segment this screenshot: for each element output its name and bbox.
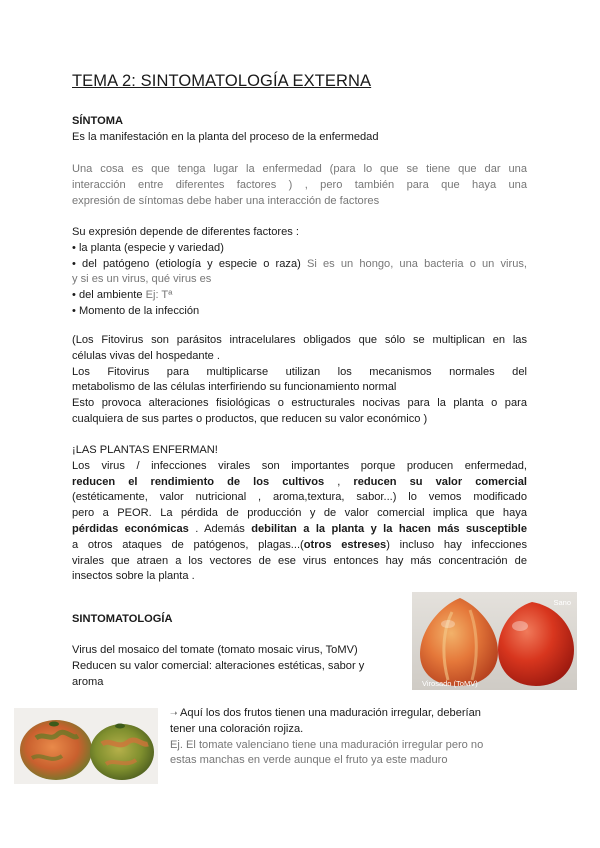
fitovirus-line: células vivas del hospedante . [72,349,221,362]
irregular-tomatoes-drawing [14,708,158,784]
factor-planta: • la planta (especie y variedad) [72,241,224,254]
fitovirus-paragraph [72,333,527,428]
infected-label: Virosado (ToMV) [422,679,478,688]
factor-patogeno-note: y si es un virus, qué virus es [72,273,212,286]
sintoma-definition: Es la manifestación en la planta del proceso de la enfermedad [72,130,379,143]
factor-momento: • Momento de la infección [72,304,200,317]
page-title: TEMA 2: SINTOMATOLOGÍA EXTERNA [72,72,372,90]
ripening-note-line: ➝ Aquí los dos frutos tienen una maduración irregular, deberían [170,707,481,719]
sintoma-section [72,114,527,146]
sintomatologia-line: aroma [72,675,104,688]
sintoma-note [72,162,527,209]
sintomatologia-heading: SINTOMATOLOGÍA [72,613,173,625]
sintomatologia-section [72,612,412,628]
factor-ambiente: • del ambiente Ej: Tª [72,289,173,302]
tomato-comparison-photo [412,592,577,690]
ripening-note-line: tener una coloración rojiza. [170,722,304,735]
fitovirus-line: Los Fitovirus para multiplicarse utilizan los mecanismos normales del [72,365,527,378]
enferman-line: pérdidas económicas . Además debilitan a la planta y la hacen más susceptible [72,522,527,535]
factor-patogeno: • del patógeno (etiología y especie o raza) Si es un hongo, una bacteria o un virus, [72,257,527,270]
sintoma-note-line: Una cosa es que tenga lugar la enfermedad (para lo que se tiene que dar una [72,163,527,175]
arrow-icon: ➝ [170,708,178,718]
enferman-line: pero a PEOR. La pérdida de producción y de valor comercial implica que haya [72,507,527,520]
ripening-note [170,706,527,769]
factors-list [72,225,527,320]
enferman-line: virales que atraen a los vectores de ese virus entonces hay más concentración de [72,554,527,567]
enferman-line: (estéticamente, valor nutricional , aroma,textura, sabor...) lo vemos modificado [72,491,527,504]
enferman-line: Los virus / infecciones virales son importantes porque producen enfermedad, [72,459,527,472]
enferman-line: a otros ataques de patógenos, plagas...(otros estreses) incluso hay infecciones [72,538,527,551]
sintomatologia-text [72,643,412,690]
tomato-comparison-drawing [412,592,577,690]
sintoma-note-line: interacción entre diferentes factores ) , pero también para que haya una [72,178,527,191]
sintoma-heading: SÍNTOMA [72,115,123,127]
factors-intro: Su expresión depende de diferentes factores : [72,226,299,238]
ripening-example-line: estas manchas en verde aunque el fruto ya este maduro [170,754,448,767]
sintomatologia-line: Virus del mosaico del tomate (tomato mosaic virus, ToMV) [72,644,358,656]
irregular-ripening-photo [14,708,158,784]
ripening-example-line: Ej. El tomate valenciano tiene una maduración irregular pero no [170,738,484,751]
enferman-line: reducen el rendimiento de los cultivos , reducen su valor comercial [72,475,528,488]
fitovirus-line: metabolismo de las células interfiriendo su funcionamiento normal [72,381,397,394]
fitovirus-line: cualquiera de sus partes o productos, que reducen su valor económico ) [72,412,428,425]
healthy-label: Sano [553,598,571,607]
sintoma-note-line: expresión de síntomas debe haber una interacción de factores [72,194,380,207]
enferman-paragraph [72,443,527,585]
enferman-line: insectos sobre la planta . [72,570,195,583]
fitovirus-line: (Los Fitovirus son parásitos intracelulares obligados que sólo se multiplican en las [72,334,527,346]
sintomatologia-line: Reducen su valor comercial: alteraciones estéticas, sabor y [72,659,365,672]
fitovirus-line: Esto provoca alteraciones fisiológicas o estructurales nocivas para la planta o para [72,397,527,410]
enferman-heading: ¡LAS PLANTAS ENFERMAN! [72,444,218,456]
